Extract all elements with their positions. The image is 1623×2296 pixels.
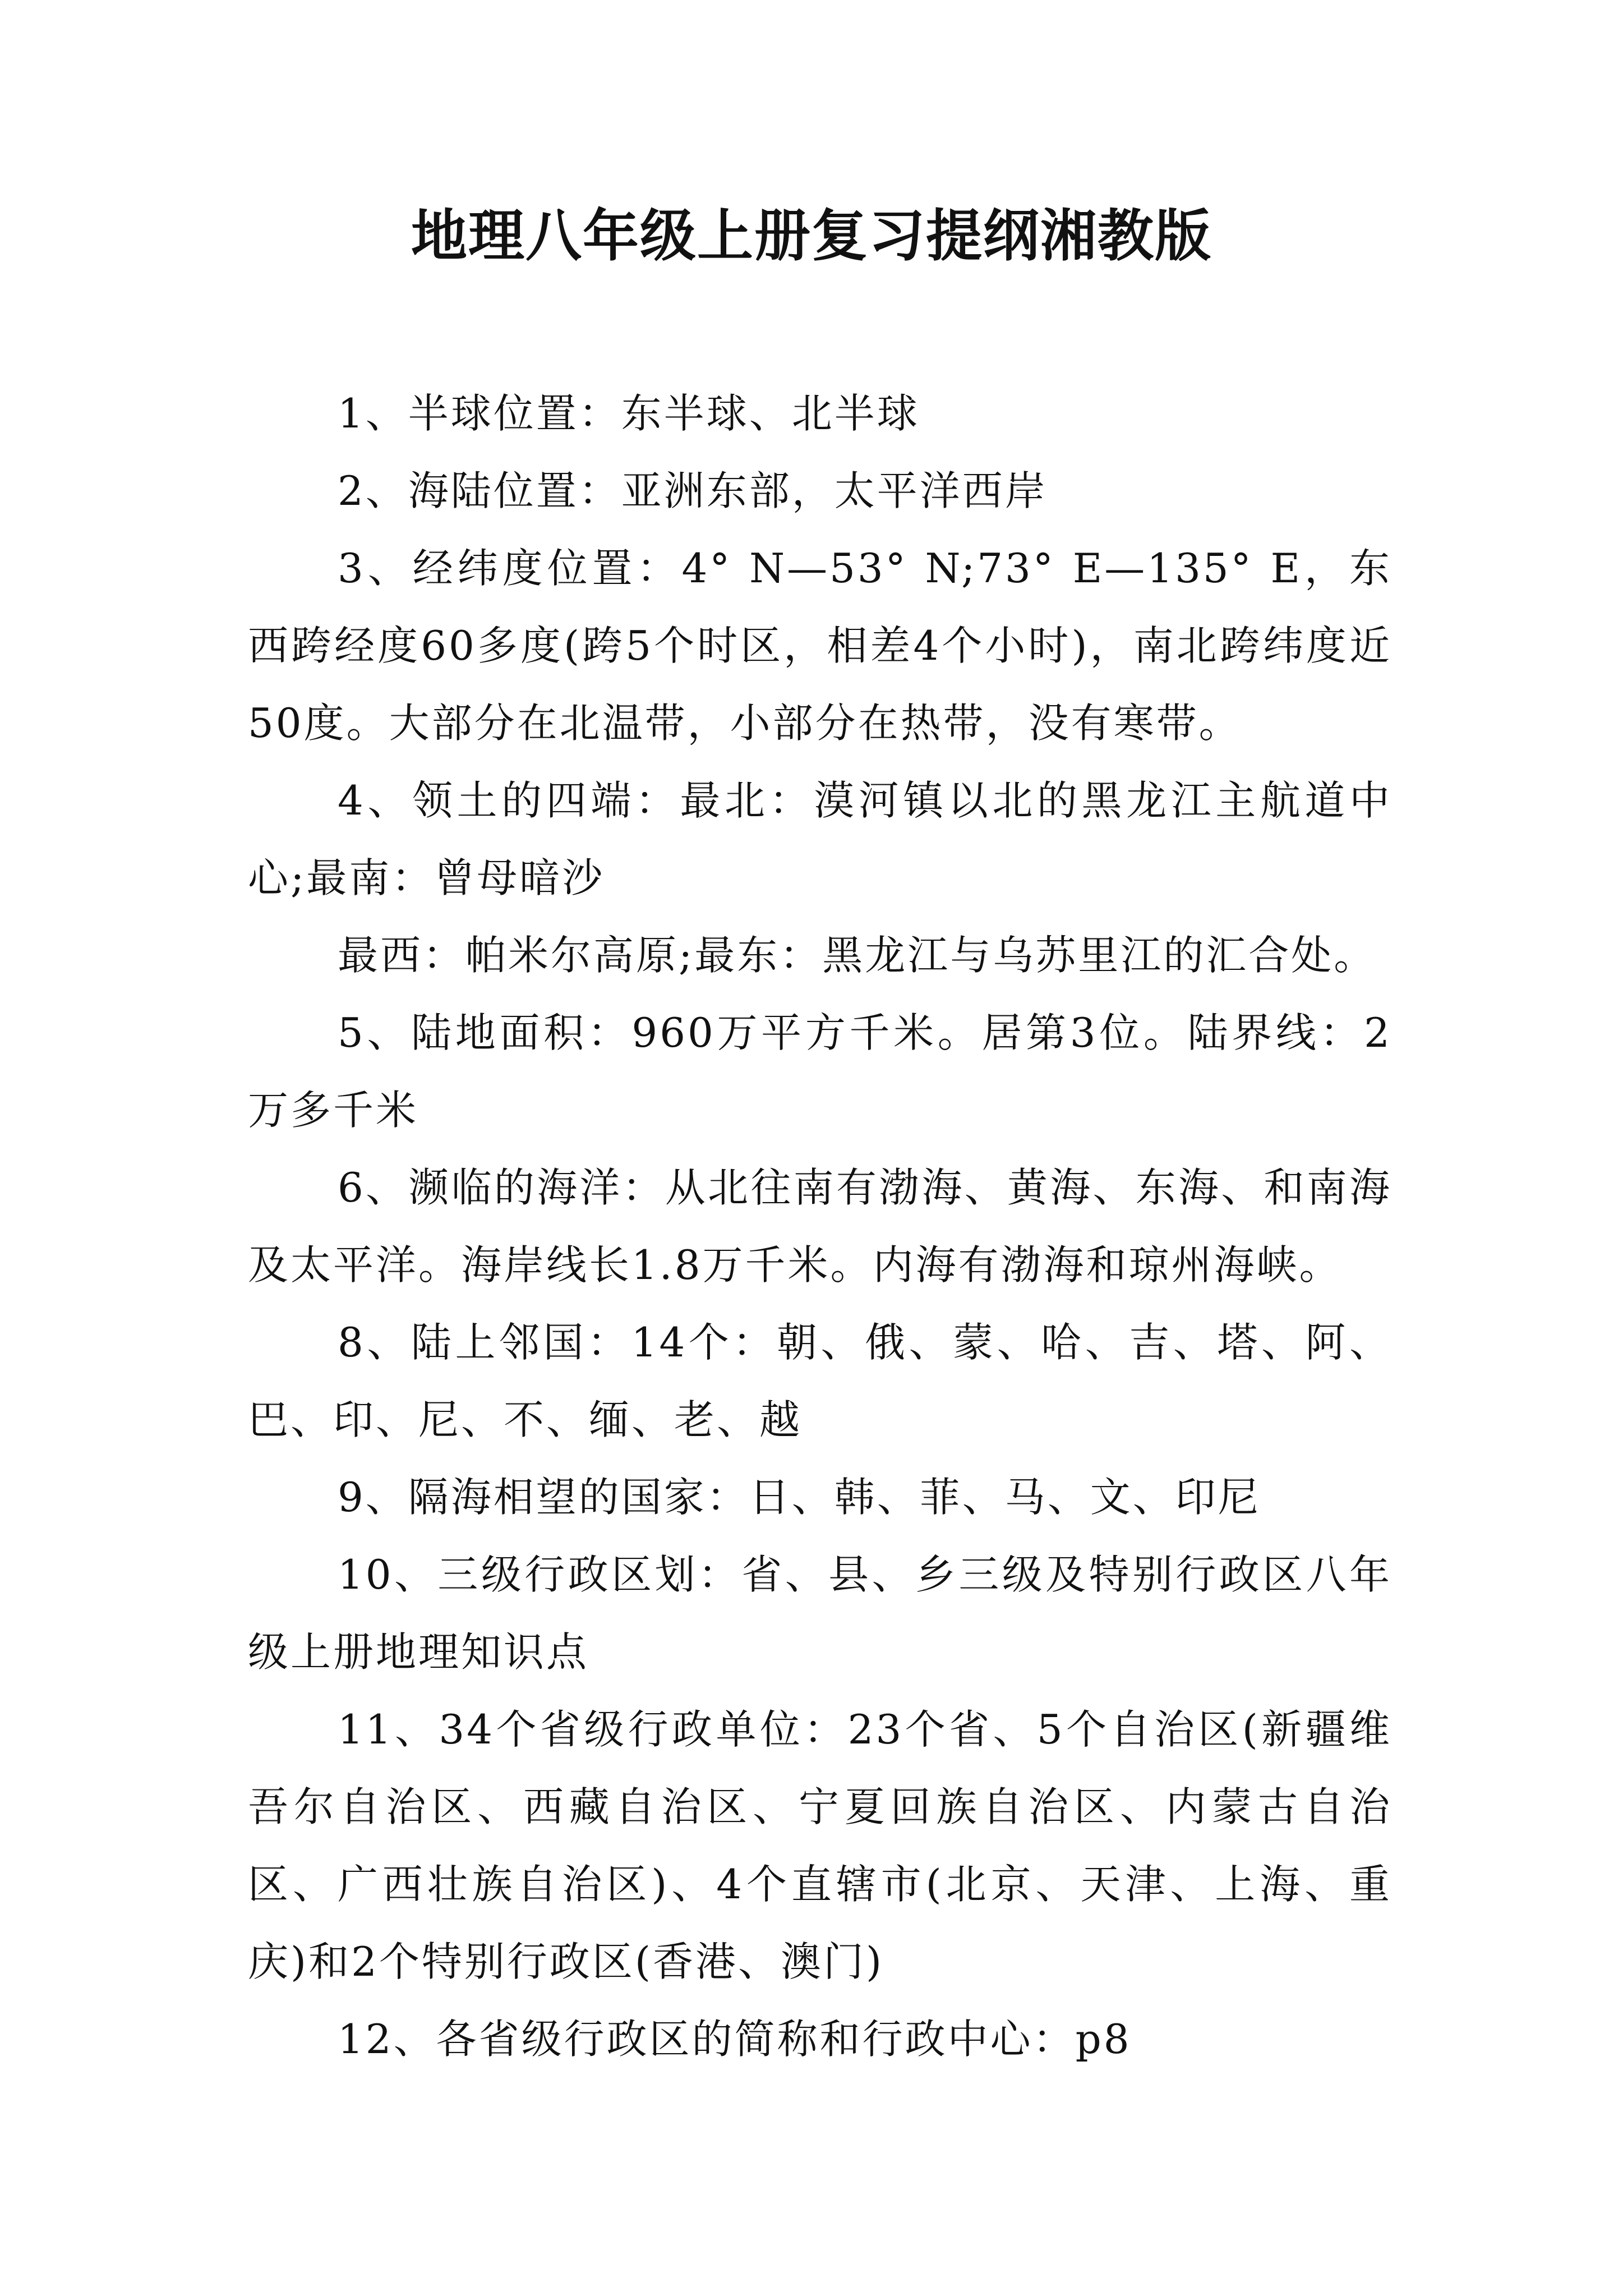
paragraph-5: 5、陆地面积：960万平方千米。居第3位。陆界线：2万多千米	[248, 1009, 1392, 1134]
document-title: 地理八年级上册复习提纲湘教版	[411, 203, 1212, 269]
paragraph-9: 9、隔海相望的国家：日、韩、菲、马、文、印尼	[338, 1474, 1261, 1521]
paragraph-4-continued: 最西：帕米尔高原;最东：黑龙江与乌苏里江的汇合处。	[338, 932, 1377, 979]
paragraph-11: 11、34个省级行政单位：23个省、5个自治区(新疆维吾尔自治区、西藏自治区、宁夏回族自治区、内蒙古自治区、广西壮族自治区)、4个直辖市(北京、天津、上海、重庆)和2个特别行政区(香港、澳门)	[248, 1706, 1392, 1985]
paragraph-3: 3、经纬度位置：4° N—53° N;73° E—135° E，东西跨经度60多度(跨5个时区，相差4个小时)，南北跨纬度近50度。大部分在北温带，小部分在热带，没有寒带。	[248, 545, 1392, 747]
paragraph-2: 2、海陆位置：亚洲东部，太平洋西岸	[338, 467, 1048, 514]
paragraph-12: 12、各省级行政区的简称和行政中心：p8	[338, 2016, 1132, 2063]
paragraph-1: 1、半球位置：东半球、北半球	[338, 390, 920, 437]
paragraph-10: 10、三级行政区划：省、县、乡三级及特别行政区八年级上册地理知识点	[248, 1551, 1392, 1676]
document-body	[248, 375, 1392, 2078]
paragraph-6: 6、濒临的海洋：从北往南有渤海、黄海、东海、和南海及太平洋。海岸线长1.8万千米。内海有渤海和琼州海峡。	[248, 1164, 1392, 1289]
paragraph-4: 4、领土的四端：最北：漠河镇以北的黑龙江主航道中心;最南：曾母暗沙	[248, 777, 1392, 901]
paragraph-8: 8、陆上邻国：14个：朝、俄、蒙、哈、吉、塔、阿、巴、印、尼、不、缅、老、越	[248, 1319, 1392, 1443]
